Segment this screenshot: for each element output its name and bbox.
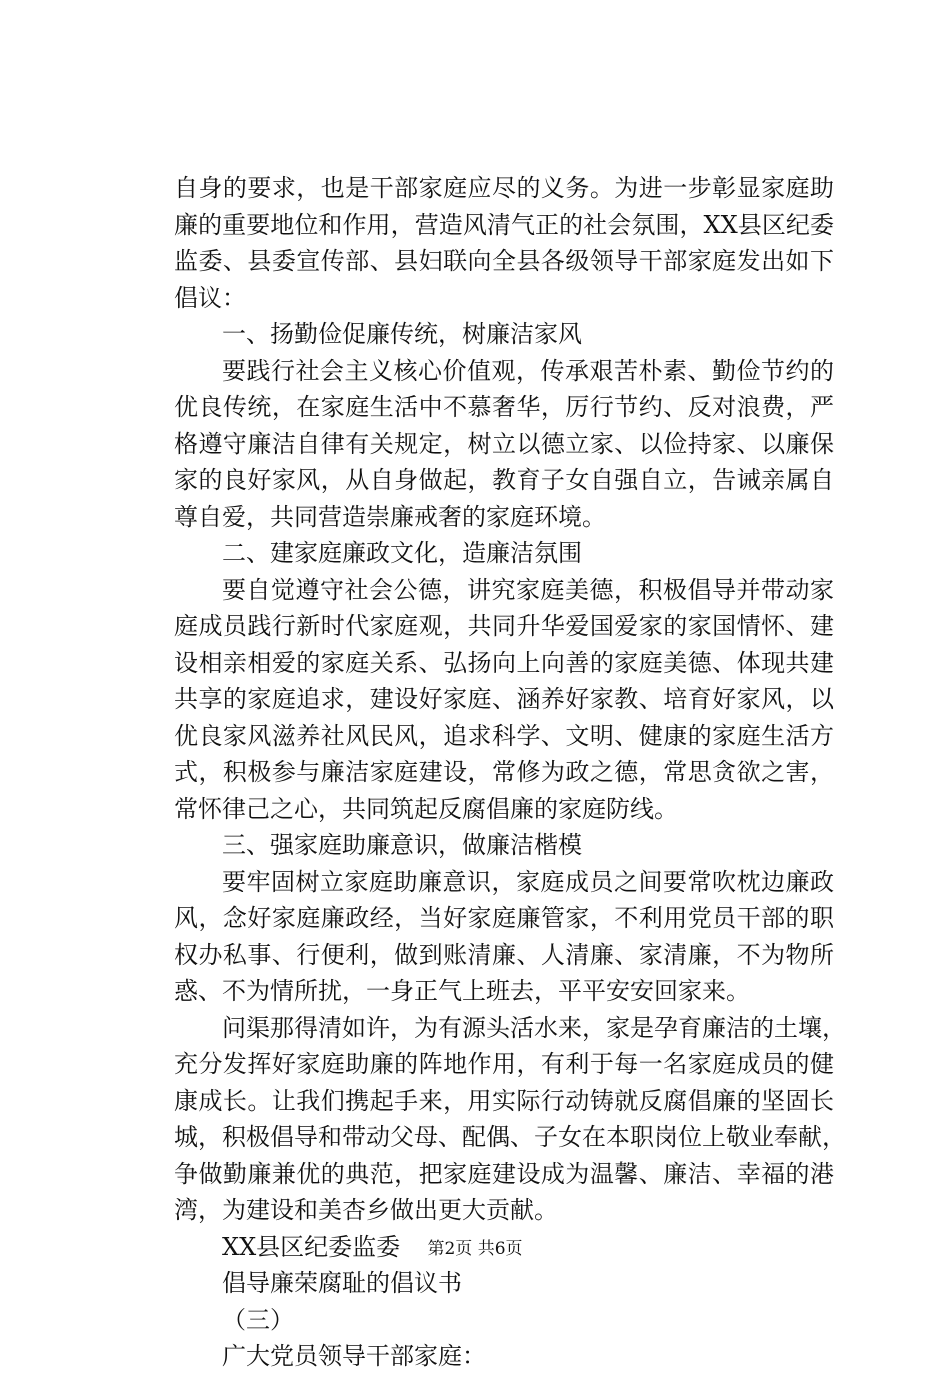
text-line: 惑、不为情所扰，一身正气上班去，平平安安回家来。 [174,977,750,1005]
text-line: XX县区纪委监委 [222,1232,401,1261]
text-line: 问渠那得清如许，为有源头活水来，家是孕育廉洁的土壤， [222,1013,846,1042]
text-line: 优良家风滋养社风民风，追求科学、文明、健康的家庭生活方 [174,721,834,750]
text-line: 倡议： [174,283,246,312]
page-footer: 第2页 共6页 [427,1239,523,1259]
text-line: 监委、县委宣传部、县妇联向全县各级领导干部家庭发出如下 [174,247,834,275]
section-heading: 三、强家庭助廉意识，做廉洁楷模 [222,831,582,859]
text-line: 共享的家庭追求，建设好家庭、涵养好家教、培育好家风，以 [174,685,834,713]
text-line: 廉的重要地位和作用，营造风清气正的社会氛围，XX县区纪委 [174,210,834,239]
text-line: 广大党员领导干部家庭： [222,1342,486,1370]
section-heading: 一、扬勤俭促廉传统，树廉洁家风 [222,320,582,348]
text-line: 庭成员践行新时代家庭观，共同升华爱国爱家的家国情怀、建 [174,612,834,640]
text-line: 家的良好家风，从自身做起，教育子女自强自立，告诫亲属自 [174,466,834,494]
text-line: 倡导廉荣腐耻的倡议书 [222,1269,462,1297]
text-line: 式，积极参与廉洁家庭建设，常修为政之德，常思贪欲之害， [174,758,834,786]
text-line: 康成长。让我们携起手来，用实际行动铸就反腐倡廉的坚固长 [174,1086,834,1115]
text-line: 优良传统，在家庭生活中不慕奢华，厉行节约、反对浪费，严 [174,393,834,421]
text-line: 格遵守廉洁自律有关规定，树立以德立家、以俭持家、以廉保 [174,429,834,458]
text-line: 权办私事、行便利，做到账清廉、人清廉、家清廉，不为物所 [174,940,834,969]
text-line: 湾，为建设和美杏乡做出更大贡献。 [174,1196,558,1224]
text-line: 争做勤廉兼优的典范，把家庭建设成为温馨、廉洁、幸福的港 [174,1159,834,1188]
document-body [174,170,846,1375]
text-line: 尊自爱，共同营造崇廉戒奢的家庭环境。 [174,502,606,531]
text-line: （三） [222,1305,294,1334]
text-line: 常怀律己之心，共同筑起反腐倡廉的家庭防线。 [174,794,678,823]
text-line: 要践行社会主义核心价值观，传承艰苦朴素、勤俭节约的 [222,356,834,385]
section-heading: 二、建家庭廉政文化，造廉洁氛围 [222,539,582,567]
text-line: 充分发挥好家庭助廉的阵地作用，有利于每一名家庭成员的健 [174,1050,834,1078]
text-line: 风，念好家庭廉政经，当好家庭廉管家，不利用党员干部的职 [174,904,834,932]
text-line: 城，积极倡导和带动父母、配偶、子女在本职岗位上敬业奉献， [174,1123,846,1151]
text-line: 自身的要求，也是干部家庭应尽的义务。为进一步彰显家庭助 [174,174,834,202]
text-line: 设相亲相爱的家庭关系、弘扬向上向善的家庭美德、体现共建 [174,648,834,677]
text-line: 要牢固树立家庭助廉意识，家庭成员之间要常吹枕边廉政 [222,867,834,896]
text-line: 要自觉遵守社会公德，讲究家庭美德，积极倡导并带动家 [222,575,834,604]
